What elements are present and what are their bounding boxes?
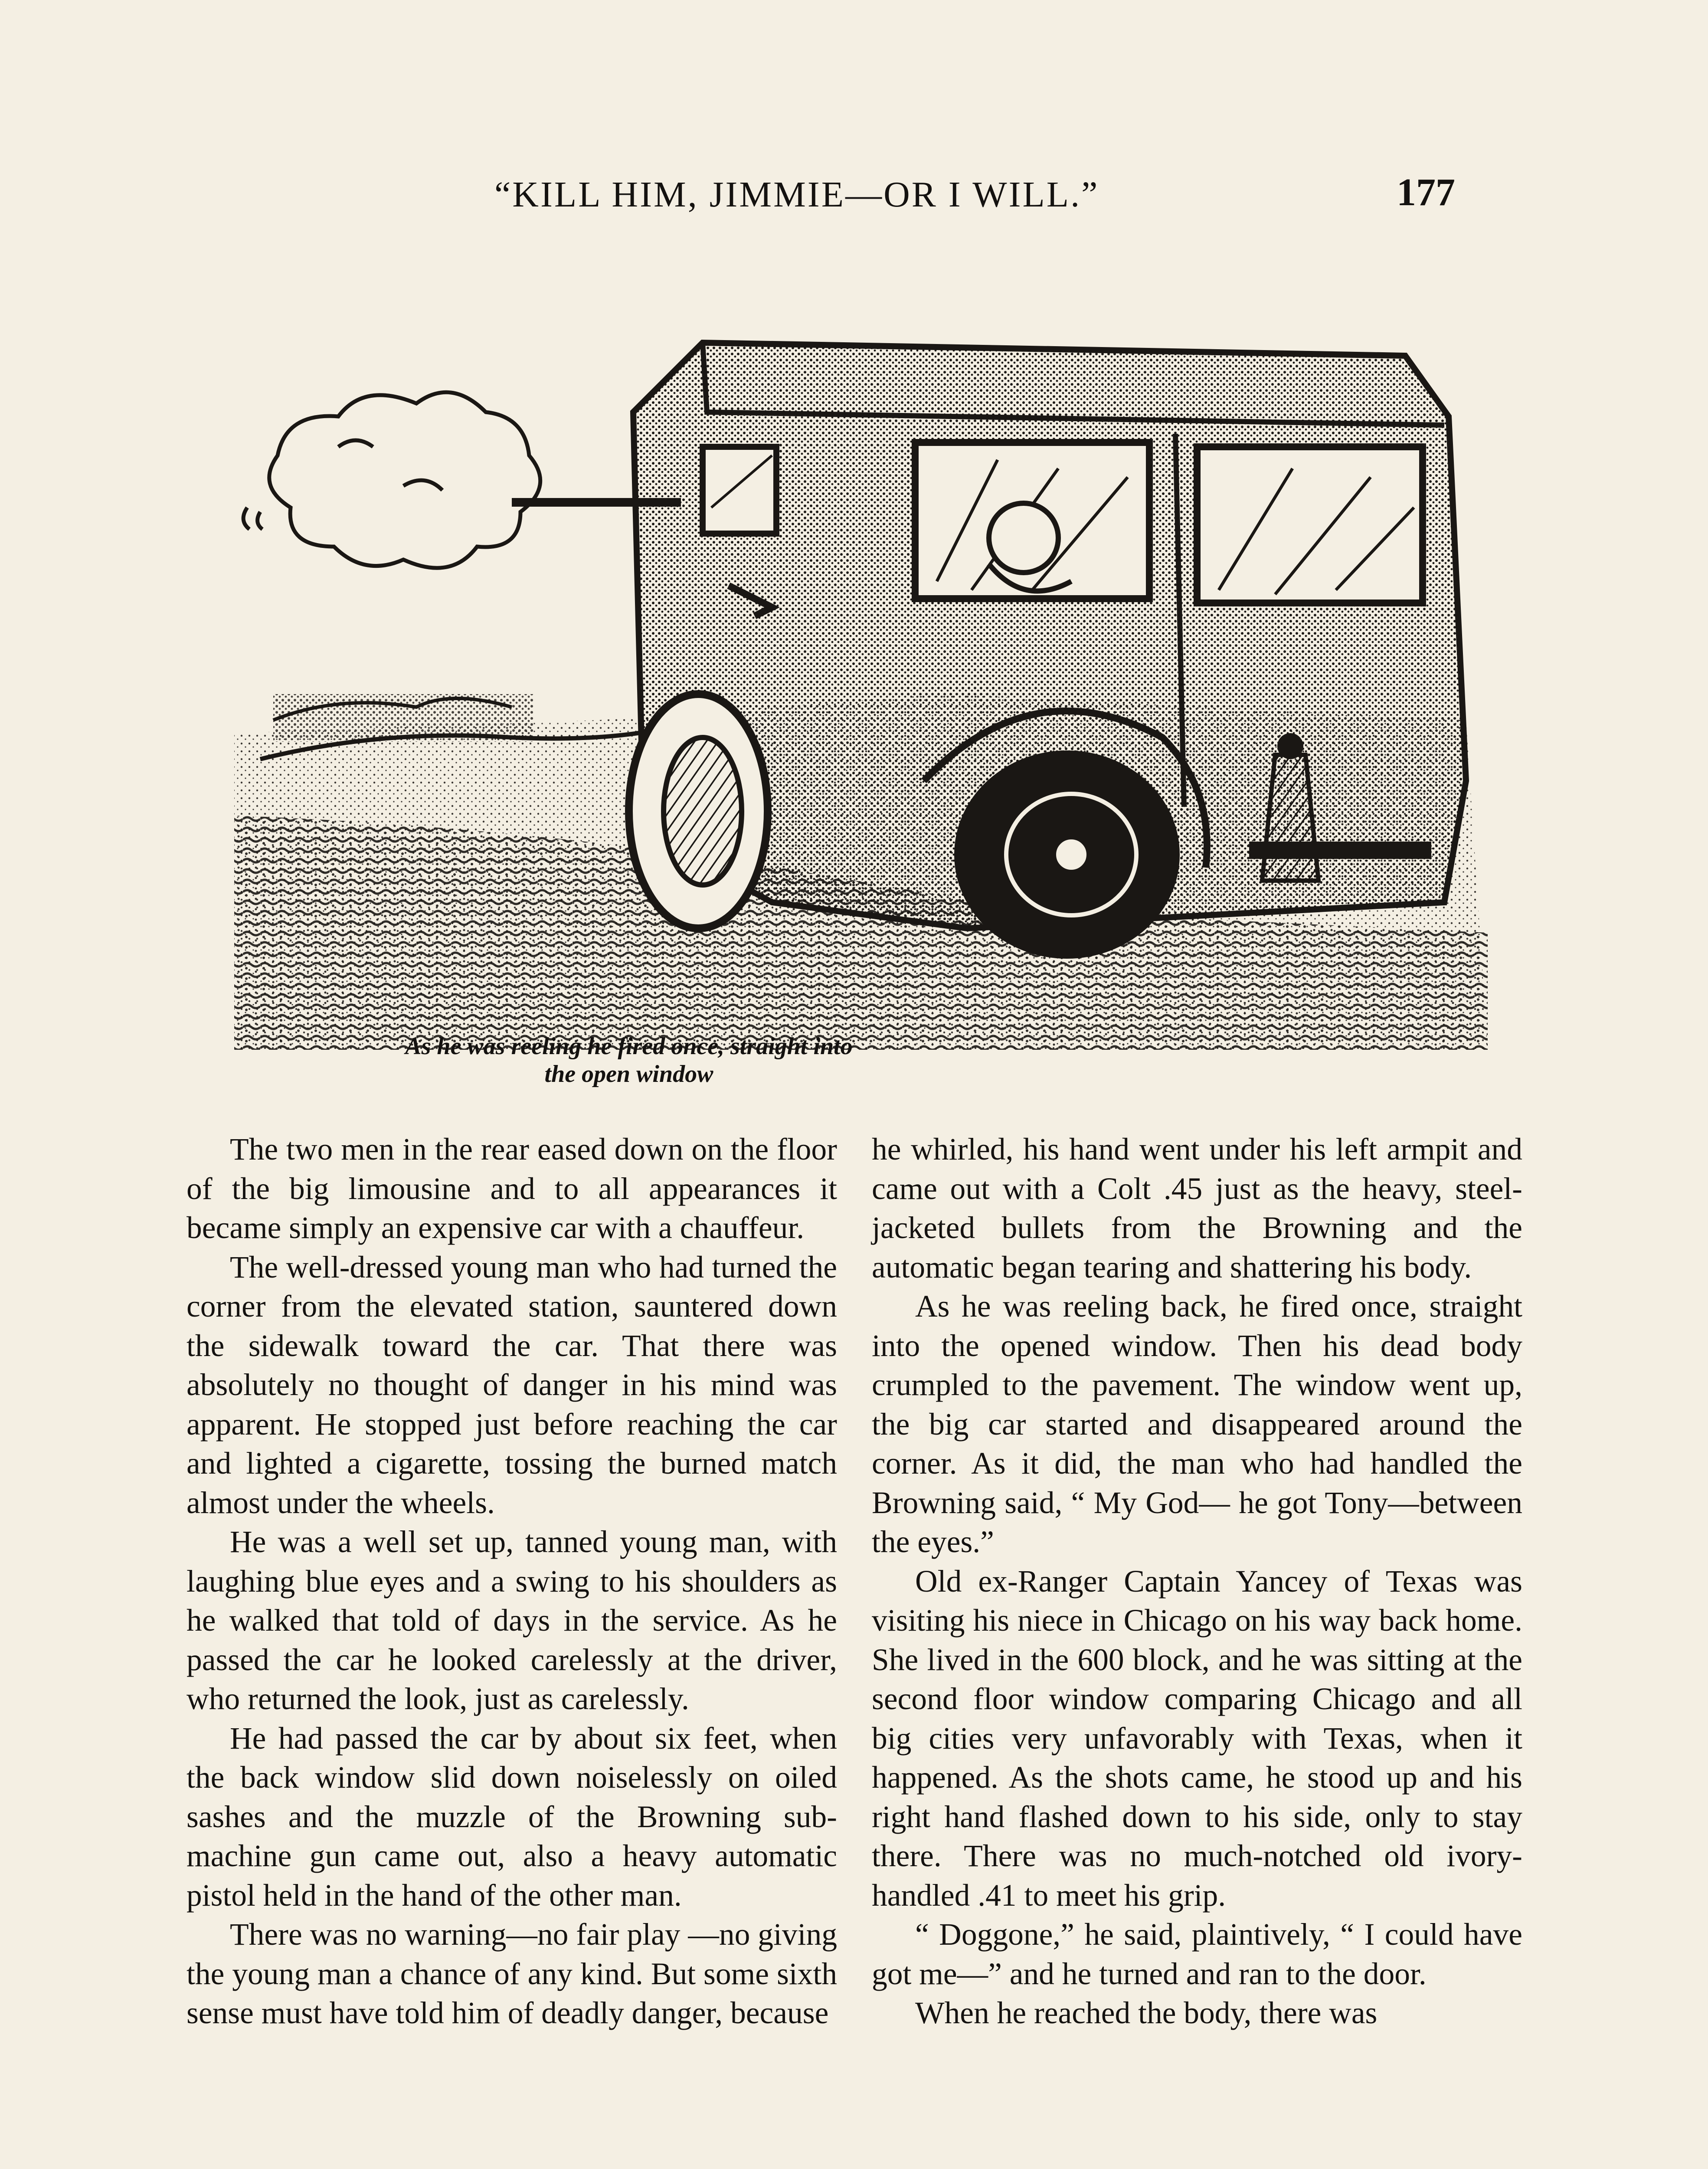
paragraph-continuation: he whirled, his hand went under his left armpit and came out with a Colt .45 just as the heavy, steel-jacketed bullets from the Browning and the automatic began tearing and shattering his body.	[872, 1132, 1522, 1284]
paragraph: When he reached the body, there was	[915, 1996, 1378, 2030]
page-number: 177	[1397, 171, 1455, 214]
smoke-cloud	[243, 392, 540, 568]
car-shooting-illustration	[208, 304, 1509, 1054]
limousine-car	[629, 343, 1466, 959]
paragraph: There was no warning—no fair play —no giving the young man a chance of any kind. But some sixth sense must have told him of deadly danger, because	[187, 1917, 837, 2030]
running-title: “KILL HIM, JIMMIE—OR I WILL.”	[494, 174, 1099, 215]
caption-line-1: As he was reeling he fired once, straight into	[405, 1033, 853, 1060]
left-text-column	[187, 1130, 837, 2033]
paragraph: The two men in the rear eased down on the floor of the big limousine and to all appearances it became simply an expensive car with a chauffeur.	[187, 1132, 837, 1245]
caption-line-2: the open window	[544, 1061, 713, 1088]
paragraph: “ Doggone,” he said, plaintively, “ I could have got me—” and he turned and ran to the door.	[872, 1917, 1522, 1991]
right-text-column	[872, 1130, 1522, 2033]
paragraph: He had passed the car by about six feet, when the back window slid down noiselessly on oiled sashes and the muzzle of the Browning sub-machine gun came out, also a heavy automatic pistol held in the hand of the other man.	[187, 1721, 837, 1913]
paragraph: As he was reeling back, he fired once, straight into the opened window. Then his dead body crumpled to the pavement. The window went up, the big car started and disappeared around the corner. As it did, the man who had handled the Browning said, “ My God— he got Tony—between the eyes.”	[872, 1289, 1522, 1559]
paragraph: The well-dressed young man who had turned the corner from the elevated station, sauntered down the sidewalk toward the car. That there was absolutely no thought of danger in his mind was apparent. He stopped just before reaching the car and lighted a cigarette, tossing the burned match almost under the wheels.	[187, 1250, 837, 1520]
illustration-caption	[234, 1032, 1024, 1088]
paragraph: Old ex-Ranger Captain Yancey of Texas was visiting his niece in Chicago on his way back home. She lived in the 600 block, and he was sitting at the second floor window comparing Chicago and all big cities very unfavorably with Texas, when it happened. As the shots came, he stood up and his right hand flashed down to his side, only to stay there. There was no much-notched old ivory-handled .41 to meet his grip.	[872, 1564, 1522, 1913]
paragraph: He was a well set up, tanned young man, with laughing blue eyes and a swing to his shoulders as he walked that told of days in the service. As he passed the car he looked carelessly at the driver, who returned the look, just as carelessly.	[187, 1525, 837, 1716]
